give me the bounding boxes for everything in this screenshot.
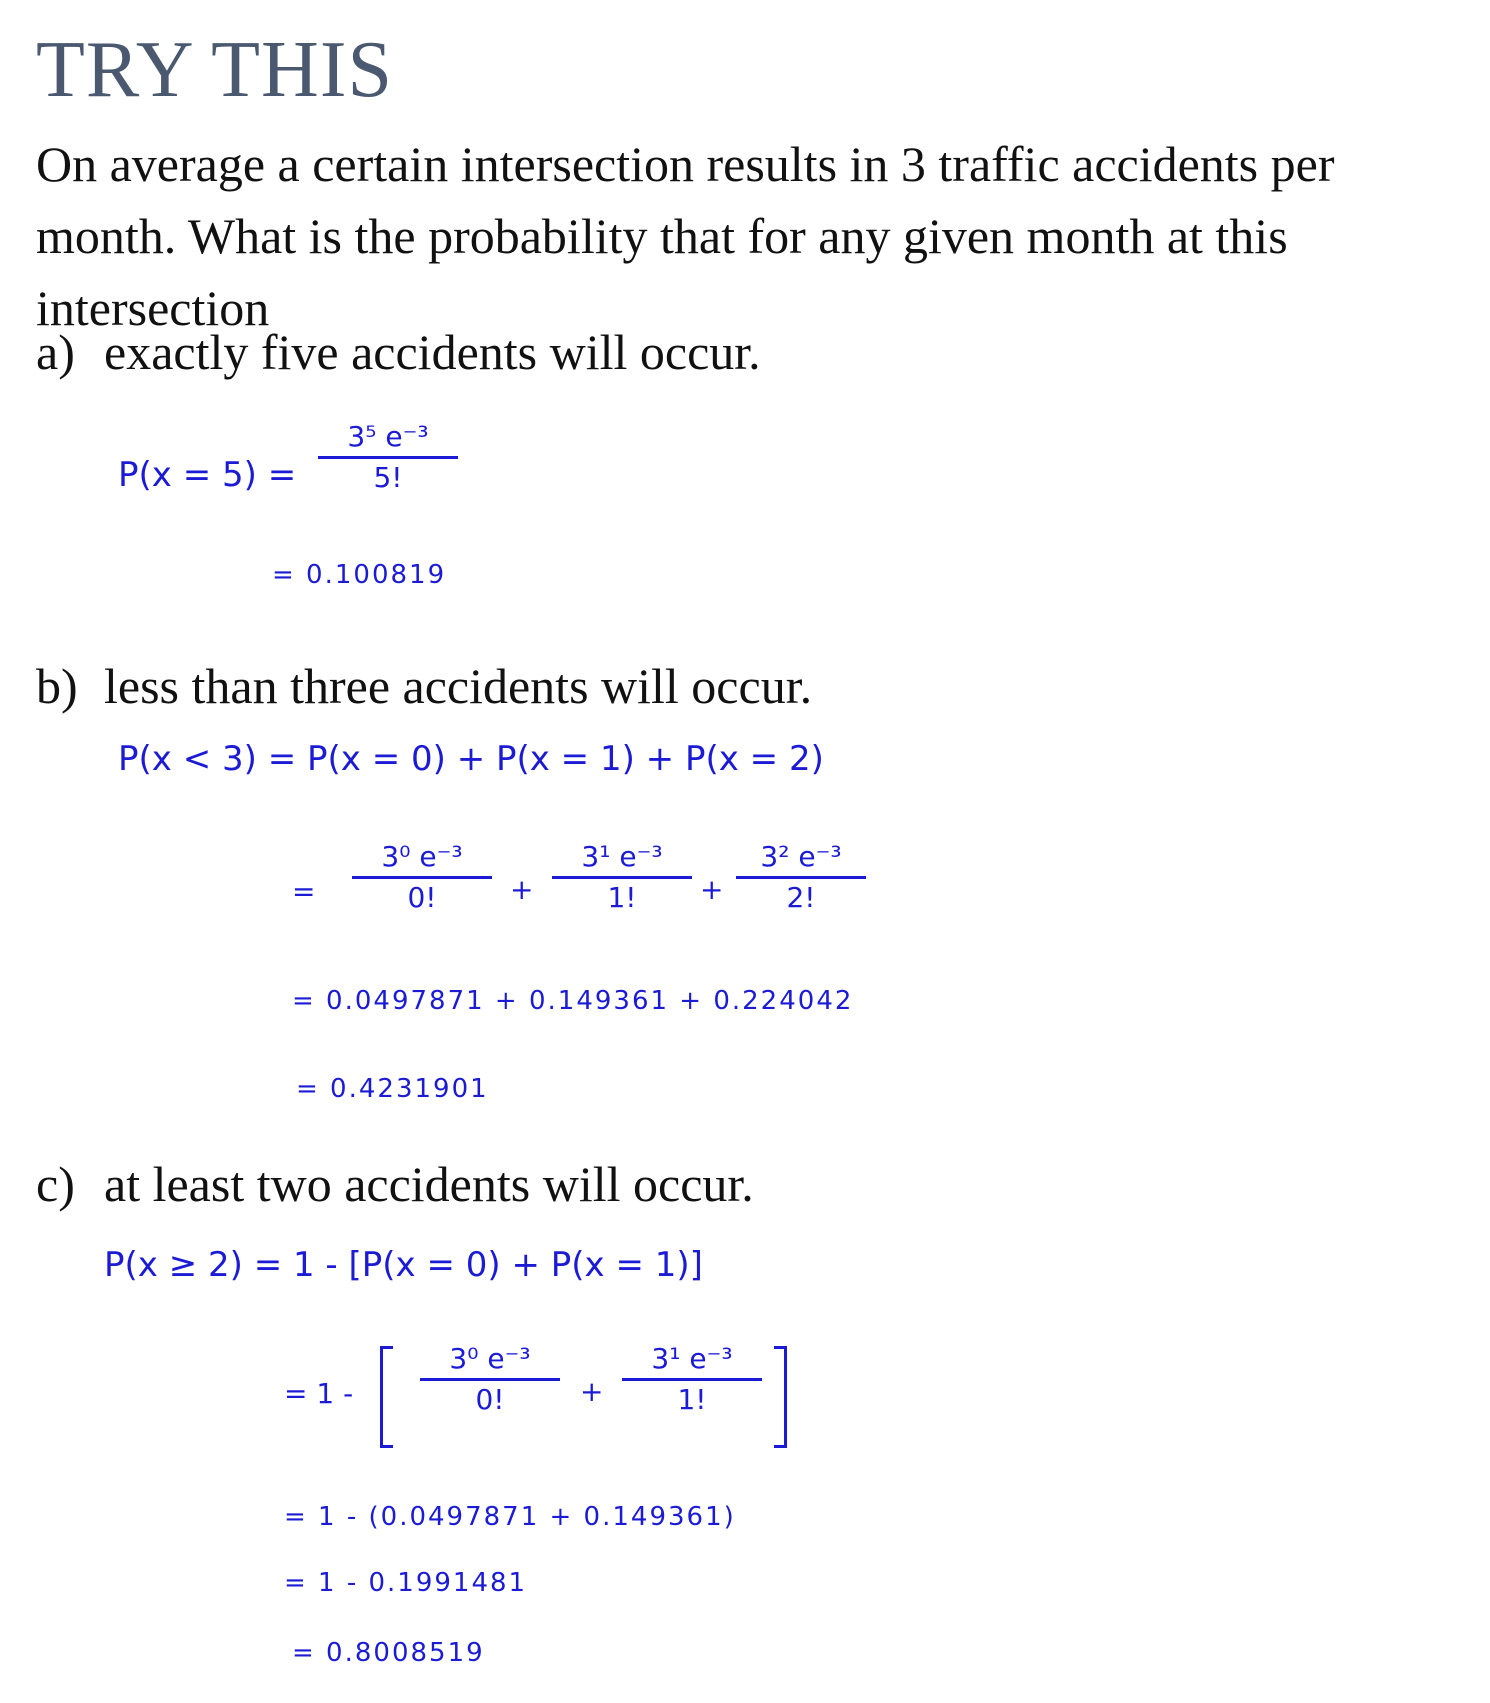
right-bracket — [774, 1346, 787, 1448]
part-c-fraction-1 — [420, 1340, 560, 1419]
part-c-equals: = 1 - — [284, 1377, 354, 1410]
part-a-denominator: 5! — [373, 461, 403, 494]
part-b-f1-numerator: 3⁰ e⁻³ — [381, 840, 463, 873]
part-c-f2-denominator: 1! — [677, 1383, 707, 1416]
part-b-f3-denominator: 2! — [786, 881, 816, 914]
part-c-line1: P(x ≥ 2) = 1 - [P(x = 0) + P(x = 1)] — [104, 1245, 703, 1285]
part-c-f1-denominator: 0! — [475, 1383, 505, 1416]
part-b-plus-1: + — [510, 873, 534, 906]
part-c-f2-numerator: 3¹ e⁻³ — [651, 1342, 733, 1375]
part-b-f2-numerator: 3¹ e⁻³ — [581, 840, 663, 873]
part-b-fraction-2 — [552, 838, 692, 917]
question-c-text: at least two accidents will occur. — [104, 1156, 754, 1212]
part-a-lhs: P(x = 5) = — [118, 455, 297, 495]
question-c — [36, 1154, 754, 1214]
part-b-fraction-1 — [352, 838, 492, 917]
page-title: TRY THIS — [36, 26, 393, 114]
part-b-f3-numerator: 3² e⁻³ — [760, 840, 842, 873]
part-b-equals: = — [292, 875, 316, 908]
part-b-f2-denominator: 1! — [607, 881, 637, 914]
part-c-f1-numerator: 3⁰ e⁻³ — [449, 1342, 531, 1375]
question-b-label: b) — [36, 658, 78, 714]
problem-statement: On average a certain intersection results in 3 traffic accidents per month. What is the probability that for any given month at this intersection — [36, 136, 1335, 336]
part-b-plus-2: + — [700, 873, 724, 906]
question-c-label: c) — [36, 1156, 75, 1212]
part-b-f1-denominator: 0! — [407, 881, 437, 914]
part-c-fraction-2 — [622, 1340, 762, 1419]
part-c-line5: = 0.8008519 — [292, 1638, 485, 1668]
part-c-plus: + — [580, 1375, 604, 1408]
question-a — [36, 322, 761, 382]
question-b-text: less than three accidents will occur. — [104, 658, 813, 714]
part-c-line3: = 1 - (0.0497871 + 0.149361) — [284, 1502, 736, 1532]
part-a-numerator: 3⁵ e⁻³ — [347, 420, 429, 453]
part-a-result: = 0.100819 — [272, 560, 447, 590]
part-b-fraction-3 — [736, 838, 866, 917]
part-b-line1: P(x < 3) = P(x = 0) + P(x = 1) + P(x = 2) — [118, 739, 824, 779]
question-a-label: a) — [36, 324, 75, 380]
left-bracket — [380, 1346, 393, 1448]
part-b-line4: = 0.4231901 — [296, 1074, 489, 1104]
question-a-text: exactly five accidents will occur. — [104, 324, 761, 380]
question-b — [36, 656, 812, 716]
part-c-line4: = 1 - 0.1991481 — [284, 1568, 528, 1598]
part-a-fraction — [318, 418, 458, 497]
part-b-line3: = 0.0497871 + 0.149361 + 0.224042 — [292, 986, 854, 1016]
